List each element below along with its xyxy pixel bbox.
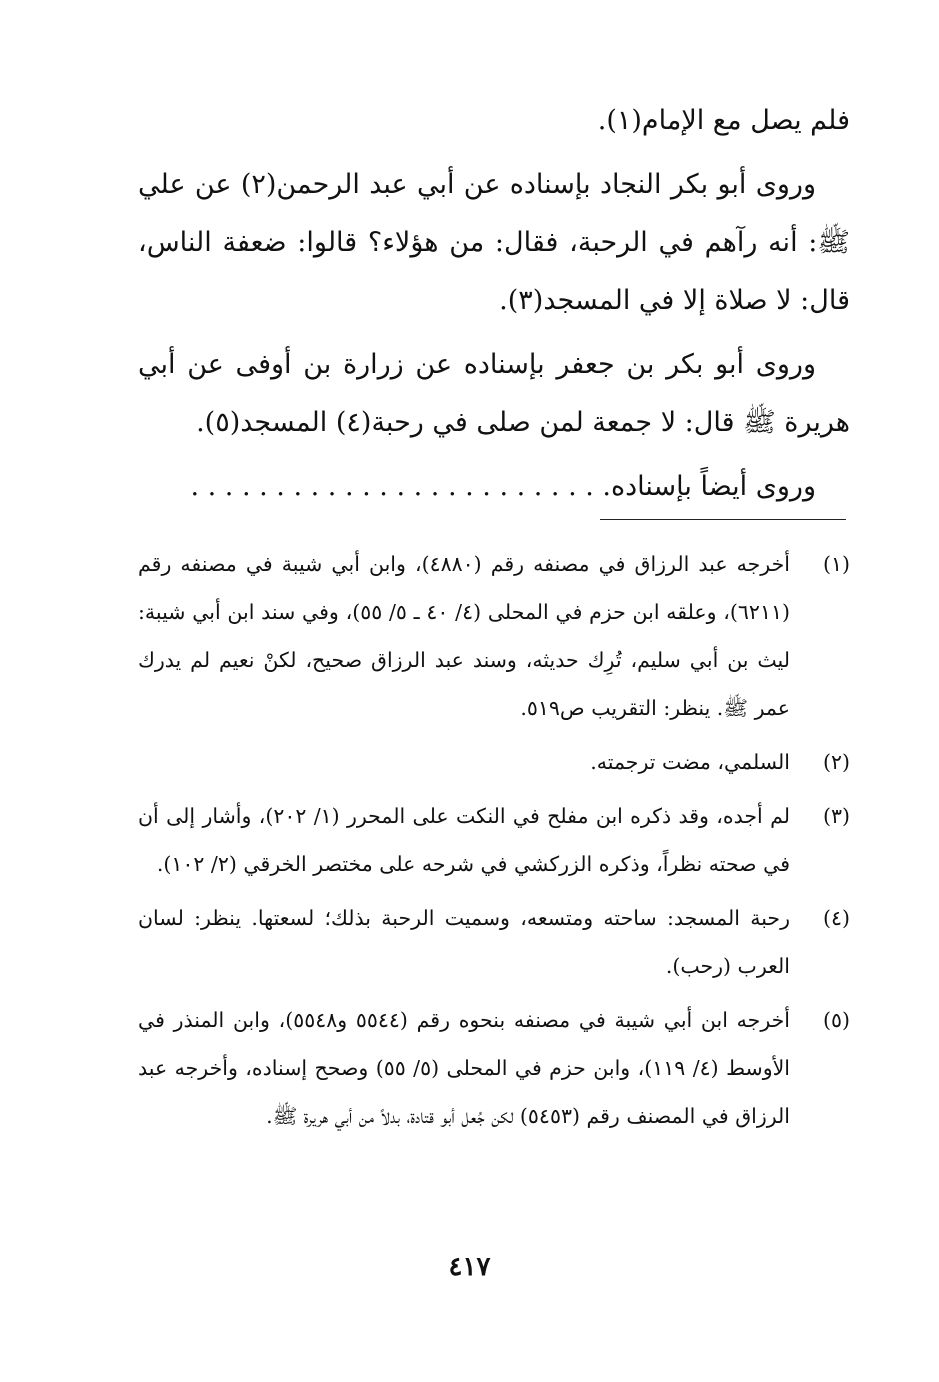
footnote-3	[138, 792, 850, 888]
main-text	[138, 92, 850, 516]
footnote-text: السلمي، مضت ترجمته.	[590, 750, 790, 774]
footnote-number: (٣)	[822, 804, 850, 828]
footnote-number: (٢)	[822, 750, 850, 774]
footnote-text: رحبة المسجد: ساحته ومتسعه، وسميت الرحبة بذلك؛ لسعتها. ينظر: لسان العرب (رحب).	[138, 906, 790, 978]
paragraph-1: فلم يصل مع الإمام(١).	[597, 105, 850, 136]
footnotes	[138, 540, 850, 1146]
paragraph-3: وروى أبو بكر بن جعفر بإسناده عن زرارة بن أوفى عن أبي هريرة ﷺ قال: لا جمعة لمن صلى في رحبة(٤) المسجد(٥).	[138, 349, 850, 438]
footnote-separator	[600, 519, 846, 520]
footnote-2	[138, 738, 850, 786]
paragraph-2: وروى أبو بكر النجاد بإسناده عن أبي عبد الرحمن(٢) عن علي ﷺ: أنه رآهم في الرحبة، فقال: من هؤلاء؟ قالوا: ضعفة الناس، قال: لا صلاة إلا في المسجد(٣).	[138, 169, 850, 316]
footnote-number: (٥)	[822, 1008, 850, 1032]
footnote-text: لم أجده، وقد ذكره ابن مفلح في النكت على المحرر (١/ ٢٠٢)، وأشار إلى أن في صحته نظراً، وذكره الزركشي في شرحه على مختصر الخرقي (٢/ ١٠٢).	[138, 804, 790, 876]
footnote-text: أخرجه عبد الرزاق في مصنفه رقم (٤٨٨٠)، وابن أبي شيبة في مصنفه رقم (٦٢١١)، وعلقه ابن حزم في المحلى (٤/ ٤٠ ـ ٥/ ٥٥)، وفي سند ابن أبي شيبة: ليث بن أبي سليم، تُرِك حديثه، وسند عبد الرزاق صحيح، لكنْ نعيم لم يدرك عمر ﷺ. ينظر: التقريب ص٥١٩.	[138, 552, 790, 720]
page-number: ٤١٧	[448, 1252, 491, 1282]
footnote-4	[138, 894, 850, 990]
footnote-number: (٤)	[822, 906, 850, 930]
footnote-number: (١)	[822, 552, 850, 576]
footnote-text: أخرجه ابن أبي شيبة في مصنفه بنحوه رقم (٥٥٤٤ و٥٥٤٨)، وابن المنذر في الأوسط (٤/ ١١٩)، وابن حزم في المحلى (٥/ ٥٥) وصحح إسناده، وأخرجه عبد الرزاق في المصنف رقم (٥٤٥٣) لكن جُعل أبو قتادة، بدلاً من أبي هريرة ﷺ.	[138, 1008, 790, 1128]
footnote-5	[138, 996, 850, 1140]
paragraph-4: وروى أيضاً بإسناده. . . . . . . . . . . . . . . . . . . . . . . . .	[190, 471, 816, 502]
footnote-1	[138, 540, 850, 732]
